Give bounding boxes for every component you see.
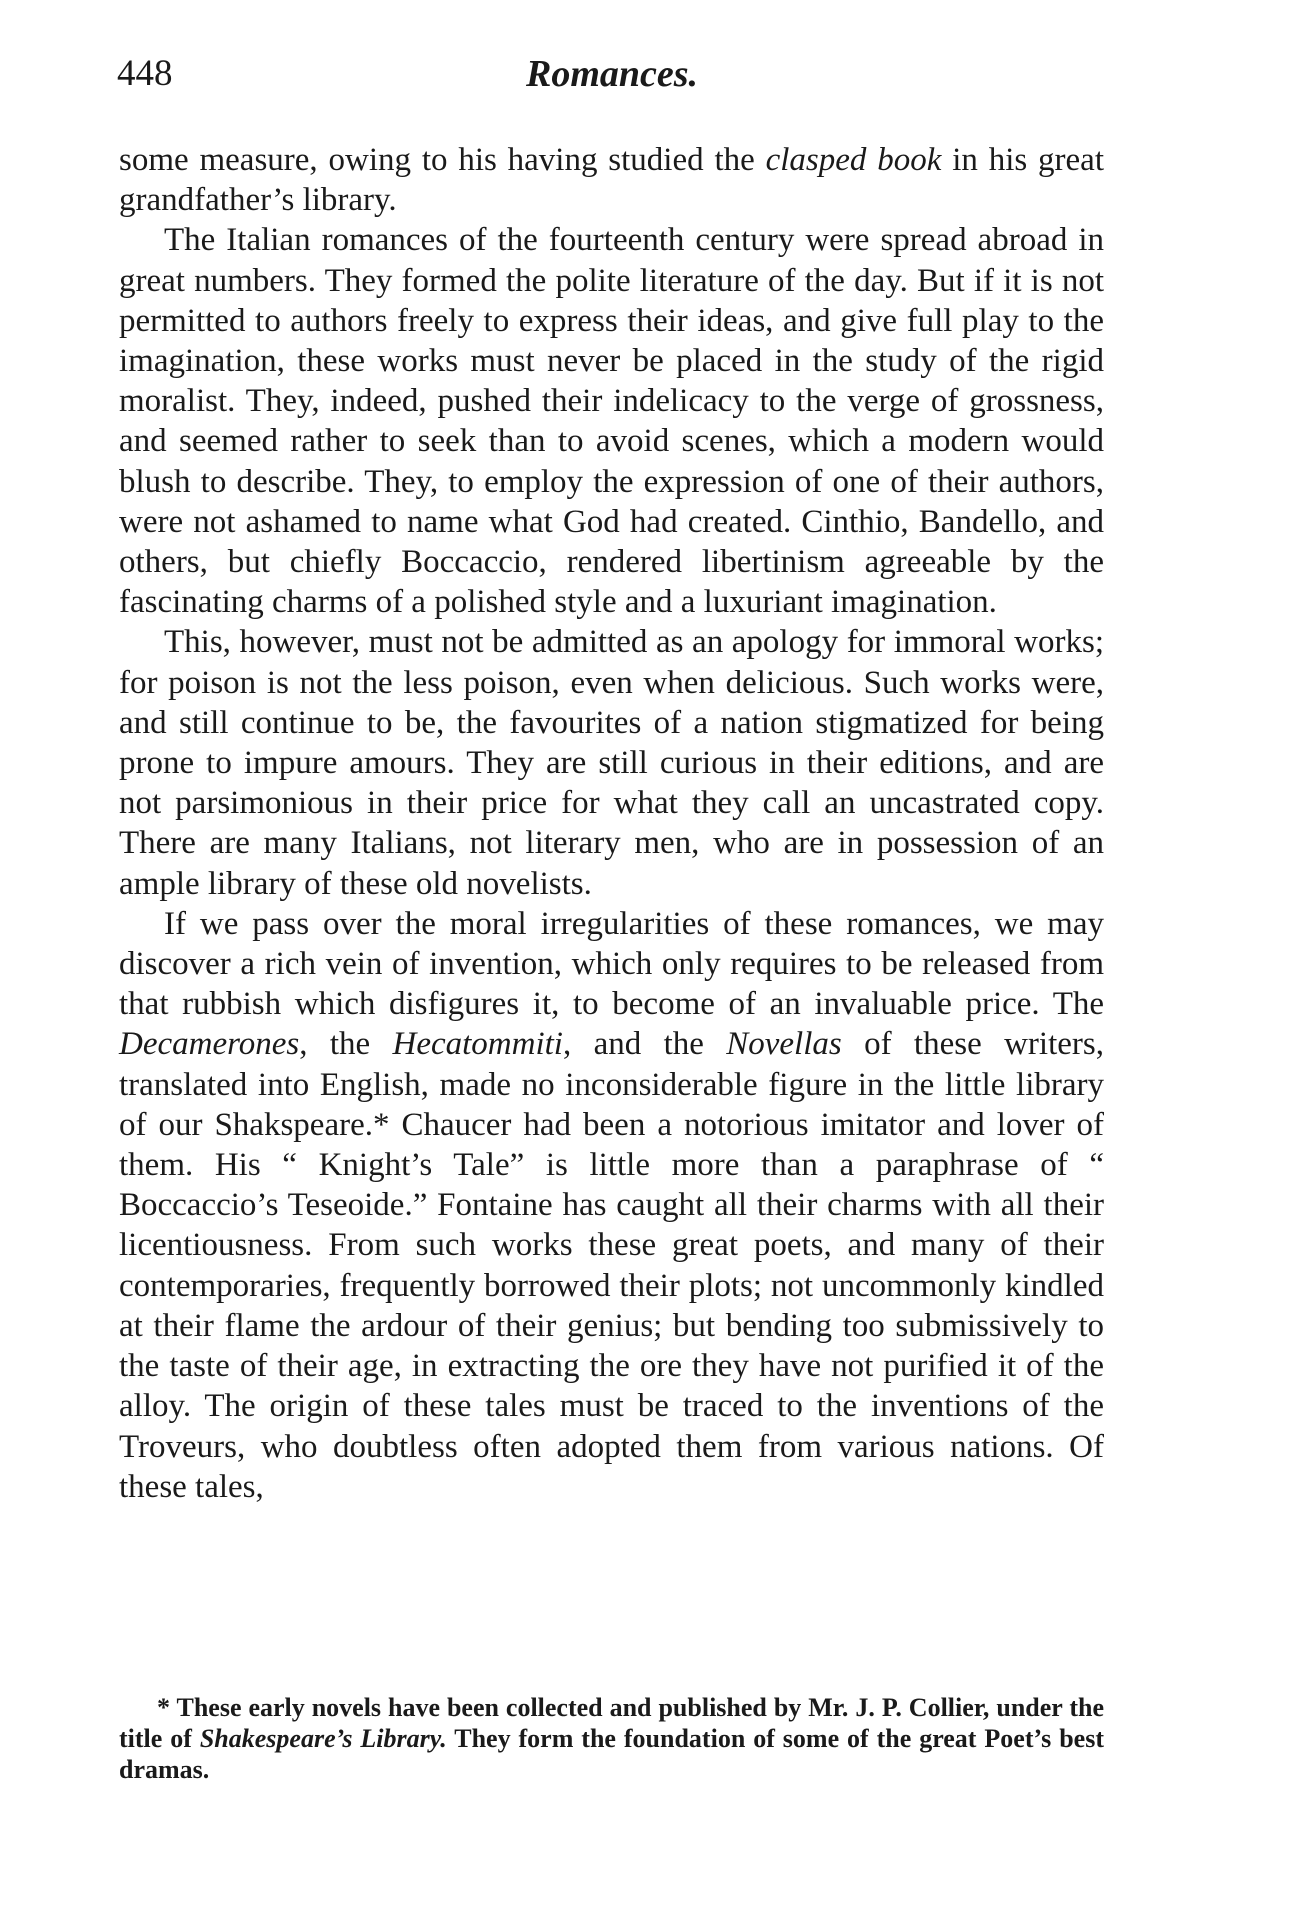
running-title: Romances. — [525, 53, 699, 95]
footnote-text-b: They form the foundation of some of the great Poet’s best dramas. — [119, 1724, 1104, 1784]
paragraph-4 — [119, 904, 1104, 1507]
paragraph-1 — [119, 140, 1104, 220]
paragraph-4-italic-novellas: Novellas — [726, 1026, 842, 1063]
paragraph-4-text-b: , the — [299, 1026, 393, 1063]
paragraph-4-text-a: If we pass over the moral irregularities of these romances, we may discover a rich vein of invention, which only requires to be released from that rubbish which disfigures it, to become of an invaluable price. The — [119, 905, 1104, 1023]
paragraph-1-text-b: in his great grandfather’s library. — [119, 142, 1104, 219]
page-number: 448 — [117, 53, 173, 94]
paragraph-2: The Italian romances of the fourteenth century were spread abroad in great numbers. They formed the polite literature of the day. But if it is not permitted to authors freely to express their ideas, and give full play to the imagination, these works must never be placed in the study of the rigid moralist. They, indeed, pushed their indelicacy to the verge of grossness, and seemed rather to seek than to avoid scenes, which a modern would blush to describe. They, to employ the expression of one of their authors, were not ashamed to name what God had created. Cinthio, Bandello, and others, but chiefly Boccaccio, rendered libertinism agreeable by the fascinating charms of a polished style and a luxuriant imagination. — [119, 222, 1104, 621]
paragraph-4-text-c: , and the — [562, 1026, 727, 1063]
body-text — [119, 140, 1104, 1507]
paragraph-1-italic: clasped book — [765, 142, 942, 178]
page-header — [117, 52, 1107, 112]
footnote-text-a: * These early novels have been collected and published by Mr. J. P. Collier, under the title of — [119, 1693, 1104, 1753]
footnote-italic-title: Shakespeare’s Library. — [199, 1724, 447, 1753]
footnote-text — [119, 1692, 1104, 1785]
footnote — [119, 1692, 1104, 1785]
paragraph-3: This, however, must not be admitted as an apology for immoral works; for poison is not the less poison, even when delicious. Such works were, and still continue to be, the favourites of a nation stigmatized for being prone to impure amours. They are still curious in their editions, and are not parsimonious in their price for what they call an uncastrated copy. There are many Italians, not literary men, who are in possession of an ample library of these old novelists. — [119, 624, 1104, 902]
paragraph-4-italic-decamerones: Decamerones — [119, 1026, 300, 1063]
paragraph-4-italic-hecatommiti: Hecatommiti — [392, 1026, 563, 1063]
paragraph-4-text-d: of these writers, translated into English, made no inconsiderable figure in the little library of our Shakspeare.* Chaucer had been a notorious imitator and lover of them. His “ Knight’s Tale” is little more than a paraphrase of “ Boccaccio’s Teseoide.” Fontaine has caught all their charms with all their licentiousness. From such works these great poets, and many of their contemporaries, frequently borrowed their plots; not uncommonly kindled at their flame the ardour of their genius; but bending too submissively to the taste of their age, in extracting the ore they have not purified it of the alloy. The origin of these tales must be traced to the inventions of the Troveurs, who doubtless often adopted them from various nations. Of these tales, — [119, 1026, 1104, 1505]
paragraph-1-text-a: some measure, owing to his having studied the — [119, 142, 766, 178]
